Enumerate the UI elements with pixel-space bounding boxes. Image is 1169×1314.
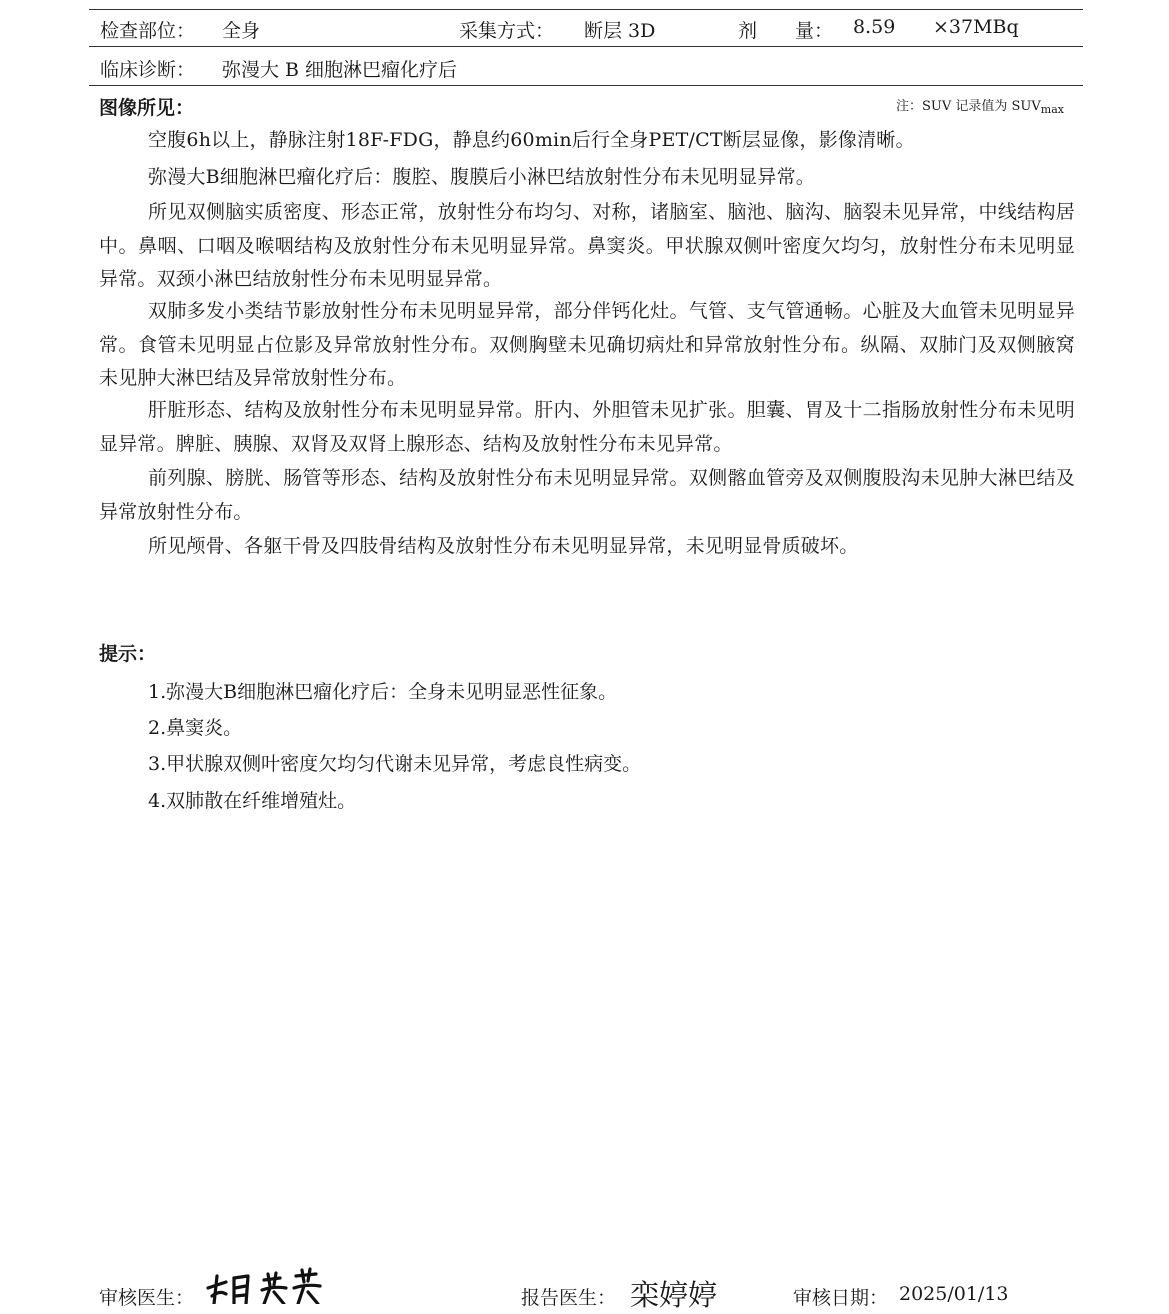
diagnosis-value: 弥漫大 B 细胞淋巴瘤化疗后 bbox=[222, 59, 458, 81]
suv-note-text: 注：SUV 记录值为 SUV bbox=[896, 99, 1041, 114]
reporter-label: 报告医生： bbox=[521, 1287, 617, 1309]
findings-paragraph: 空腹6h以上，静脉注射18F-FDG，静息约60min后行全身PET/CT断层显像，影像清晰。 bbox=[148, 129, 915, 151]
exam-site-label: 检查部位： bbox=[100, 20, 196, 42]
reviewer-label: 审核医生： bbox=[99, 1287, 195, 1309]
handwritten-signature bbox=[204, 1266, 324, 1304]
header-middle-rule bbox=[89, 46, 1083, 47]
acq-method-label: 采集方式： bbox=[459, 20, 555, 42]
reviewer-signature-image bbox=[204, 1266, 324, 1304]
review-date-label: 审核日期： bbox=[793, 1287, 889, 1309]
findings-paragraph: 肝脏形态、结构及放射性分布未见明显异常。肝内、外胆管未见扩张。胆囊、胃及十二指肠放射性分布未见明显异常。脾脏、胰腺、双肾及双肾上腺形态、结构及放射性分布未见异常。 bbox=[99, 399, 1075, 455]
findings-title: 图像所见： bbox=[99, 97, 195, 119]
review-date-value: 2025/01/13 bbox=[899, 1283, 1009, 1305]
suv-note-sub: max bbox=[1040, 103, 1064, 116]
findings-paragraph: 弥漫大B细胞淋巴瘤化疗后：腹腔、腹膜后小淋巴结放射性分布未见明显异常。 bbox=[148, 166, 815, 188]
acq-method-value: 断层 3D bbox=[584, 20, 656, 42]
hints-title: 提示： bbox=[99, 643, 157, 665]
exam-site-value: 全身 bbox=[222, 20, 261, 42]
findings-paragraph: 双肺多发小类结节影放射性分布未见明显异常，部分伴钙化灶。气管、支气管通畅。心脏及大血管未见明显异常。食管未见明显占位影及异常放射性分布。双侧胸壁未见确切病灶和异常放射性分布。纵隔、双肺门及双侧腋窝未见肿大淋巴结及异常放射性分布。 bbox=[99, 300, 1075, 389]
diagnosis-label: 临床诊断： bbox=[100, 59, 196, 81]
header-top-rule bbox=[89, 9, 1083, 10]
dose-value: 8.59 bbox=[853, 16, 896, 38]
dose-label: 剂 量： bbox=[738, 20, 834, 42]
hint-item: 3.甲状腺双侧叶密度欠均匀代谢未见异常，考虑良性病变。 bbox=[148, 753, 642, 775]
reporter-name: 栾婷婷 bbox=[630, 1278, 718, 1312]
header-bottom-rule bbox=[89, 85, 1083, 86]
hint-item: 1.弥漫大B细胞淋巴瘤化疗后：全身未见明显恶性征象。 bbox=[148, 681, 618, 703]
hint-item: 4.双肺散在纤维增殖灶。 bbox=[148, 790, 357, 812]
hint-item: 2.鼻窦炎。 bbox=[148, 717, 243, 739]
findings-paragraph: 前列腺、膀胱、肠管等形态、结构及放射性分布未见明显异常。双侧髂血管旁及双侧腹股沟未见肿大淋巴结及异常放射性分布。 bbox=[99, 467, 1075, 523]
dose-unit: ×37MBq bbox=[933, 16, 1019, 38]
findings-paragraph: 所见颅骨、各躯干骨及四肢骨结构及放射性分布未见明显异常，未见明显骨质破坏。 bbox=[148, 535, 859, 557]
findings-paragraph: 所见双侧脑实质密度、形态正常，放射性分布均匀、对称，诸脑室、脑池、脑沟、脑裂未见异常，中线结构居中。鼻咽、口咽及喉咽结构及放射性分布未见明显异常。鼻窦炎。甲状腺双侧叶密度欠均匀，放射性分布未见明显异常。双颈小淋巴结放射性分布未见明显异常。 bbox=[99, 201, 1075, 290]
suv-note bbox=[896, 95, 1064, 116]
